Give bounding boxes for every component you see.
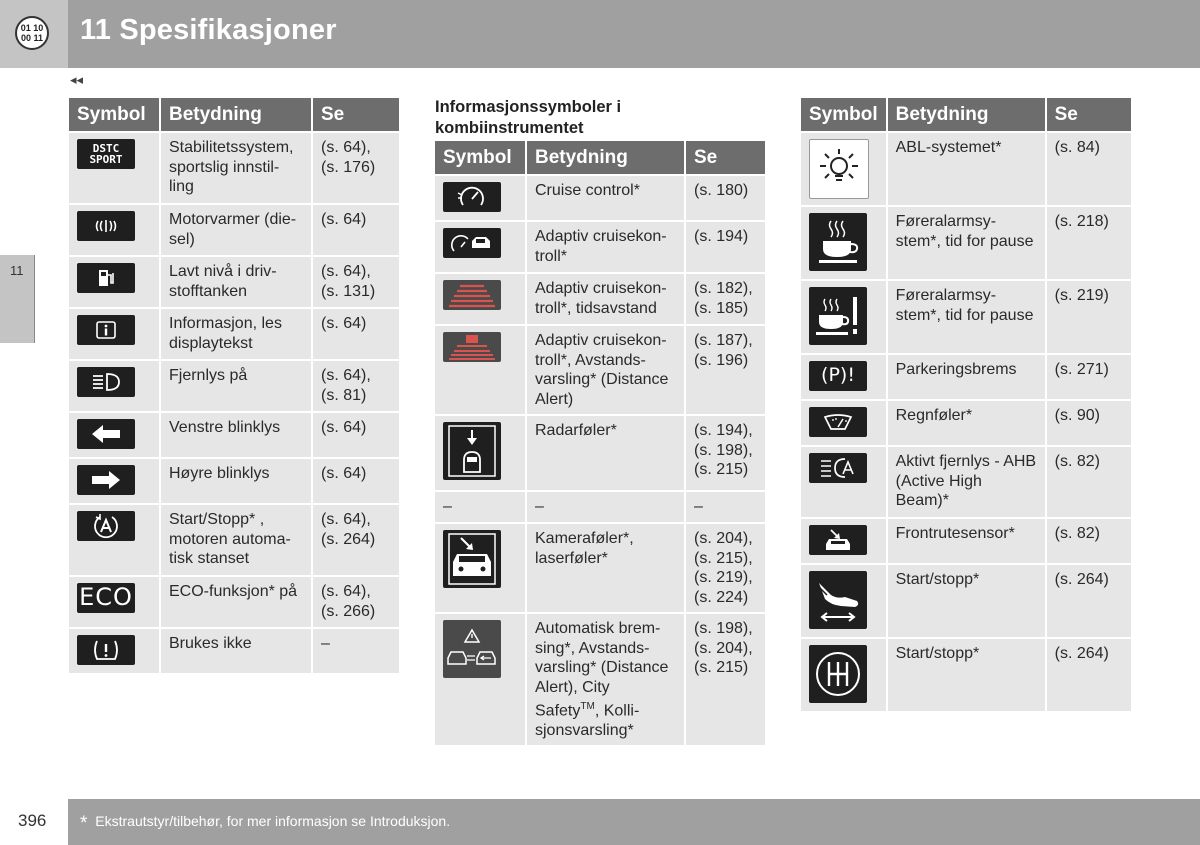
table-row xyxy=(801,639,1131,711)
table-header-row xyxy=(801,98,1131,131)
windscreen-sensor-icon xyxy=(809,525,867,555)
table-row xyxy=(69,133,399,203)
table-row xyxy=(69,413,399,457)
table-row xyxy=(69,505,399,575)
meaning-cell: Lavt nivå i driv-stofftanken xyxy=(161,257,311,307)
coffee-cup-warning-icon xyxy=(809,287,867,345)
meaning-cell: Informasjon, les displaytekst xyxy=(161,309,311,359)
symbol-cell xyxy=(435,416,525,490)
footnote-text: Ekstrautstyr/tilbehør, for mer informasjon se Introduksjon. xyxy=(95,813,451,829)
meaning-cell: Brukes ikke xyxy=(161,629,311,673)
table-row xyxy=(69,577,399,627)
see-cell[interactable]: (s. 218) xyxy=(1047,207,1131,279)
table-row xyxy=(801,519,1131,563)
page-footer xyxy=(68,799,1200,845)
see-cell: – xyxy=(686,492,765,522)
dstc-text: DSTC xyxy=(92,142,120,155)
meaning-cell: Aktivt fjernlys - AHB (Active High Beam)* xyxy=(888,447,1045,517)
symbol-cell xyxy=(801,355,886,399)
table-row xyxy=(435,492,765,522)
chapter-title: 11 Spesifikasjoner xyxy=(80,14,337,46)
meaning-cell: Høyre blinklys xyxy=(161,459,311,503)
symbol-cell xyxy=(801,207,886,279)
see-cell[interactable]: (s. 264) xyxy=(1047,639,1131,711)
rain-sensor-icon xyxy=(809,407,867,437)
table-row xyxy=(69,309,399,359)
meaning-cell: ECO-funksjon* på xyxy=(161,577,311,627)
camera-sensor-icon xyxy=(443,530,501,588)
symbol-cell xyxy=(69,133,159,203)
table-header-row xyxy=(435,141,765,174)
chapter-icon-box xyxy=(0,0,68,68)
see-cell[interactable]: (s. 194), (s. 198), (s. 215) xyxy=(686,416,765,490)
meaning-cell: Adaptiv cruisekon-troll*, Avstands-varsling* (Distance Alert) xyxy=(527,326,684,414)
adaptive-cruise-icon xyxy=(443,228,501,258)
meaning-cell: Regnføler* xyxy=(888,401,1045,445)
symbol-cell xyxy=(69,361,159,411)
section-heading: Informasjonssymboler i kombiinstrumentet xyxy=(435,98,622,137)
meaning-cell: Stabilitetssystem, sportslig innstil-ling xyxy=(161,133,311,203)
symbol-cell xyxy=(801,281,886,353)
table-row xyxy=(435,524,765,612)
glow-plug-icon xyxy=(77,211,135,241)
meaning-cell: Radarføler* xyxy=(527,416,684,490)
chapter-binary-icon xyxy=(15,16,49,50)
table-row xyxy=(69,257,399,307)
chapter-icon-bottom-text: 00 11 xyxy=(20,33,44,43)
see-cell[interactable]: (s. 64) xyxy=(313,459,399,503)
see-cell[interactable]: (s. 204), (s. 215), (s. 219), (s. 224) xyxy=(686,524,765,612)
chapter-header xyxy=(0,0,1200,68)
cruise-distance-alert-icon xyxy=(443,332,501,362)
symbol-cell xyxy=(435,524,525,612)
eco-text: ECO xyxy=(79,583,133,612)
meaning-cell: Venstre blinklys xyxy=(161,413,311,457)
see-cell[interactable]: (s. 82) xyxy=(1047,447,1131,517)
meaning-cell: Føreralarmsy-stem*, tid for pause xyxy=(888,281,1045,353)
symbol-cell xyxy=(801,639,886,711)
previous-page-marker[interactable]: ◂◂ xyxy=(70,72,84,87)
meaning-cell: Adaptiv cruisekon-troll*, tidsavstand xyxy=(527,274,684,324)
meaning-cell: Start/stopp* xyxy=(888,565,1045,637)
see-cell[interactable]: (s. 64), (s. 266) xyxy=(313,577,399,627)
symbol-cell xyxy=(435,176,525,220)
active-high-beam-icon xyxy=(809,453,867,483)
meaning-cell: Føreralarmsy-stem*, tid for pause xyxy=(888,207,1045,279)
symbol-cell xyxy=(69,257,159,307)
symbol-cell xyxy=(435,222,525,272)
symbol-cell xyxy=(69,309,159,359)
chapter-icon-top-text: 01 10 xyxy=(20,23,44,33)
meaning-cell: Start/Stopp* , motoren automa-tisk stanset xyxy=(161,505,311,575)
auto-brake-icon xyxy=(443,620,501,678)
column-header-see: Se xyxy=(686,141,765,174)
table-row xyxy=(801,207,1131,279)
high-beam-icon xyxy=(77,367,135,397)
right-arrow-icon xyxy=(77,465,135,495)
trademark-superscript: TM xyxy=(580,701,595,712)
table-row xyxy=(69,459,399,503)
foot-clutch-icon xyxy=(809,571,867,629)
column-header-see: Se xyxy=(1047,98,1131,131)
see-cell[interactable]: (s. 64) xyxy=(313,309,399,359)
meaning-cell: Frontrutesensor* xyxy=(888,519,1045,563)
see-cell[interactable]: (s. 90) xyxy=(1047,401,1131,445)
see-cell[interactable]: (s. 182), (s. 185) xyxy=(686,274,765,324)
parking-brake-icon xyxy=(809,361,867,391)
meaning-cell: ABL-systemet* xyxy=(888,133,1045,205)
see-cell[interactable]: (s. 194) xyxy=(686,222,765,272)
see-cell[interactable]: (s. 84) xyxy=(1047,133,1131,205)
chapter-side-tab[interactable] xyxy=(0,255,35,343)
symbol-cell xyxy=(435,614,525,745)
column-header-symbol: Symbol xyxy=(801,98,886,131)
table-row xyxy=(801,133,1131,205)
see-cell[interactable]: (s. 64), (s. 81) xyxy=(313,361,399,411)
column-header-meaning: Betydning xyxy=(527,141,684,174)
coffee-cup-icon xyxy=(809,213,867,271)
fuel-pump-icon xyxy=(77,263,135,293)
see-cell[interactable]: (s. 82) xyxy=(1047,519,1131,563)
information-icon xyxy=(77,315,135,345)
table-row xyxy=(69,361,399,411)
cruise-distance-icon xyxy=(443,280,501,310)
start-stop-icon xyxy=(77,511,135,541)
table-header-row xyxy=(69,98,399,131)
parking-brake-text: (P)! xyxy=(821,364,855,387)
meaning-text-continued: , Kolli-sjonsvarsling* xyxy=(535,702,640,739)
footnote-star: * xyxy=(80,813,88,834)
symbol-cell xyxy=(801,565,886,637)
see-cell[interactable]: (s. 264) xyxy=(1047,565,1131,637)
table-row xyxy=(801,565,1131,637)
meaning-cell: Motorvarmer (die-sel) xyxy=(161,205,311,255)
meaning-cell: Parkeringsbrems xyxy=(888,355,1045,399)
table-row xyxy=(69,205,399,255)
see-cell: – xyxy=(313,629,399,673)
see-cell[interactable]: (s. 219) xyxy=(1047,281,1131,353)
column-header-see: Se xyxy=(313,98,399,131)
middle-symbol-table xyxy=(433,139,767,747)
see-cell[interactable]: (s. 271) xyxy=(1047,355,1131,399)
see-cell[interactable]: (s. 64) xyxy=(313,205,399,255)
symbol-cell xyxy=(69,629,159,673)
see-cell[interactable]: (s. 187), (s. 196) xyxy=(686,326,765,414)
see-cell[interactable]: (s. 64), (s. 131) xyxy=(313,257,399,307)
table-row xyxy=(435,222,765,272)
see-cell[interactable]: (s. 64), (s. 264) xyxy=(313,505,399,575)
symbol-cell xyxy=(801,133,886,205)
table-row xyxy=(435,326,765,414)
meaning-cell: Cruise control* xyxy=(527,176,684,220)
meaning-cell: Adaptiv cruisekon-troll* xyxy=(527,222,684,272)
column-header-meaning: Betydning xyxy=(161,98,311,131)
dstc-sport-icon xyxy=(77,139,135,169)
symbol-cell xyxy=(801,519,886,563)
meaning-cell xyxy=(527,614,684,745)
footnote xyxy=(80,813,450,835)
table-row xyxy=(435,274,765,324)
symbol-cell xyxy=(801,447,886,517)
eco-icon xyxy=(77,583,135,613)
symbol-cell xyxy=(801,401,886,445)
tyre-pressure-icon xyxy=(77,635,135,665)
symbol-cell: – xyxy=(435,492,525,522)
meaning-cell: – xyxy=(527,492,684,522)
chapter-side-tab-label: 11 xyxy=(10,263,24,278)
table-row xyxy=(435,614,765,745)
left-arrow-icon xyxy=(77,419,135,449)
see-cell[interactable]: (s. 64), (s. 176) xyxy=(313,133,399,203)
table-row xyxy=(801,355,1131,399)
meaning-cell: Kameraføler*, laserføler* xyxy=(527,524,684,612)
symbol-cell xyxy=(435,274,525,324)
abl-lamp-icon xyxy=(809,139,869,199)
table-row xyxy=(435,416,765,490)
cruise-control-icon xyxy=(443,182,501,212)
column-header-meaning: Betydning xyxy=(888,98,1045,131)
symbol-cell xyxy=(69,413,159,457)
radar-sensor-icon xyxy=(443,422,501,480)
column-header-symbol: Symbol xyxy=(435,141,525,174)
symbol-cell xyxy=(69,505,159,575)
meaning-text: Automatisk brem-sing*, Avstands-varsling* (Distance Alert), City Safety xyxy=(535,620,669,720)
table-row xyxy=(69,629,399,673)
right-symbol-table xyxy=(799,96,1133,713)
symbol-cell xyxy=(69,577,159,627)
symbol-cell xyxy=(435,326,525,414)
left-symbol-table xyxy=(67,96,401,675)
see-cell[interactable]: (s. 198), (s. 204), (s. 215) xyxy=(686,614,765,745)
symbol-cell xyxy=(69,205,159,255)
table-row xyxy=(801,401,1131,445)
table-row xyxy=(801,281,1131,353)
table-row xyxy=(435,176,765,220)
meaning-cell: Start/stopp* xyxy=(888,639,1045,711)
page-number: 396 xyxy=(18,811,47,830)
symbol-cell xyxy=(69,459,159,503)
meaning-cell: Fjernlys på xyxy=(161,361,311,411)
see-cell[interactable]: (s. 180) xyxy=(686,176,765,220)
gear-neutral-icon xyxy=(809,645,867,703)
column-header-symbol: Symbol xyxy=(69,98,159,131)
table-row xyxy=(801,447,1131,517)
sport-text: SPORT xyxy=(89,153,123,166)
see-cell[interactable]: (s. 64) xyxy=(313,413,399,457)
